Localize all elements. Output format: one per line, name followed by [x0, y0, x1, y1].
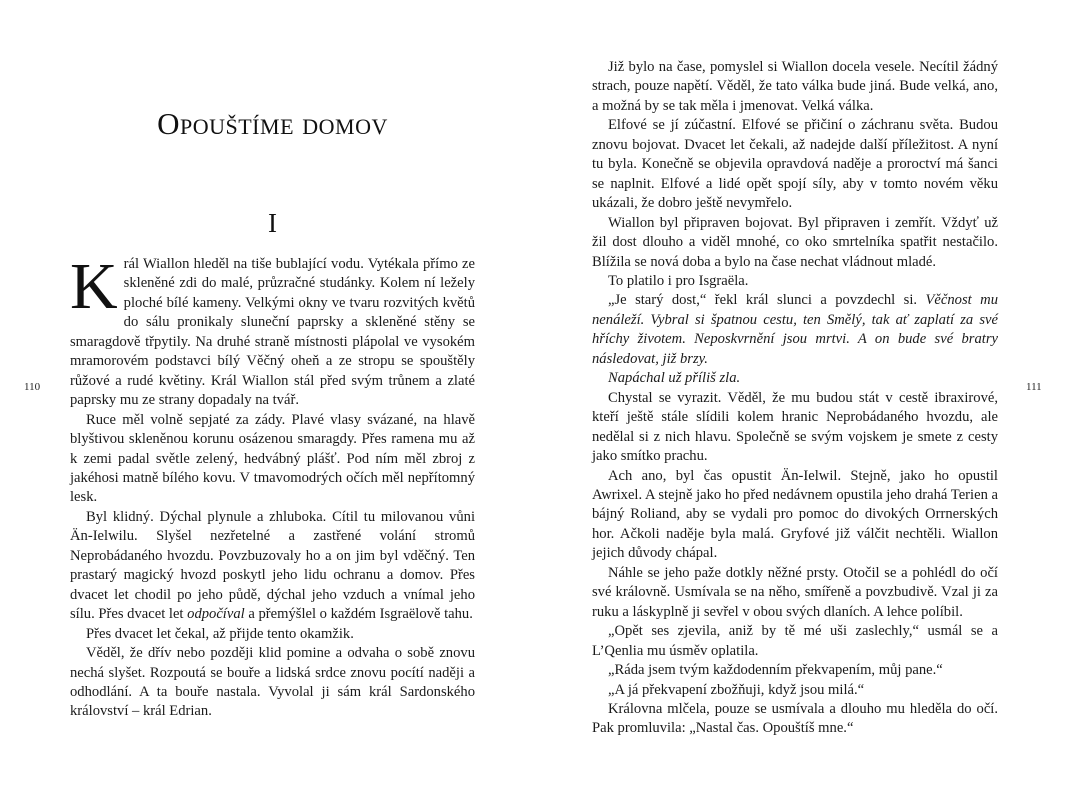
right-page-body — [592, 58, 998, 739]
paragraph: To platilo i pro Isgraëla. — [608, 272, 749, 289]
paragraph — [70, 250, 475, 411]
paragraph: Náhle se jeho paže dotkly něžné prsty. Otočil se a pohlédl do očí své královně. Usmívala se na něho, smířeně a povzbudivě. Vzal ji za ruku a láskyplně ji sevřel v obou svých dlaních. A lehce políbil. — [592, 564, 998, 620]
paragraph: Přes dvacet let čekal, až přijde tento okamžik. — [86, 625, 354, 642]
paragraph-text: Byl klidný. Dýchal plynule a zhluboka. Cítil tu milovanou vůni Än-Ielwilu. Slyšel nezřetelné a zastřené volání stromů Neprobádaného hvozdu. Povzbuzovaly ho a on jim byl vděčný. Ten prastarý magický hvozd poskytl jeho lidu ochranu a domov. Přes dvacet let chodil po jeho půdě, dýchal jeho vzduch a vnímal jeho sílu. Přes dvacet let — [70, 508, 475, 623]
paragraph — [70, 508, 475, 625]
drop-cap: K — [70, 250, 118, 323]
paragraph: Elfové se jí zúčastní. Elfové se přičiní o záchranu světa. Budou znovu bojovat. Dvacet let čekali, až nadejde další příležitost. A nyní tu byla. Konečně se objevila opravdová naděje a proroctví má šanci se naplnit. Elfové a lidé opět spojí síly, aby v tomto novém věku ukázali, že dobro ještě nevymřelo. — [592, 117, 998, 212]
page-number-left: 110 — [24, 381, 41, 393]
paragraph: Královna mlčela, pouze se usmívala a dlouho mu hleděla do očí. Pak promluvila: „Nastal čas. Opouštíš mne.“ — [592, 700, 998, 737]
paragraph: Věděl, že dřív nebo později klid pomine a odvaha o sobě znovu nechá slyšet. Rozpoutá se bouře a lidská srdce znovu pocítí naději a odhodlání. A ta bouře nastala. Vyvolal ji sám král Sardonského království – král Edrian. — [70, 645, 475, 720]
italic-text: odpočíval — [187, 606, 245, 623]
italic-text: Napáchal už příliš zla. — [608, 370, 741, 387]
paragraph: „Opět ses zjevila, aniž by tě mé uši zaslechly,“ usmál se a L’Qenlia mu úsměv oplatila. — [592, 623, 998, 659]
left-page-body — [70, 250, 475, 722]
paragraph: „A já překvapení zbožňuji, když jsou milá.“ — [608, 681, 865, 698]
paragraph-text: a přemýšlel o každém Isgraëlově tahu. — [244, 606, 473, 623]
paragraph: Již bylo na čase, pomyslel si Wiallon docela vesele. Necítil žádný strach, pouze napětí. Věděl, že tato válka bude jiná. Bude velká, ano, a možná by se tak měla i jmenovat. Velká válka. — [592, 59, 998, 114]
paragraph — [592, 291, 998, 369]
paragraph: „Ráda jsem tvým každodenním překvapením, můj pane.“ — [608, 662, 943, 679]
paragraph — [592, 369, 998, 388]
paragraph: Chystal se vyrazit. Věděl, že mu budou stát v cestě ibraxirové, kteří ještě stále slídili kolem hranic Neprobádaného hvozdu, ale nedělal si z nich hlavu. Společně se svým vojskem je smete z cesty jako smítko prachu. — [592, 389, 998, 465]
italic-text: Věčnost mu nenáleží. Vybral si špatnou cestu, ten Smělý, tak ať zaplatí za své hříchy životem. Neposkvrnění jsou mrtvi. A on bude své bratry následovat, již brzy. — [592, 292, 998, 367]
paragraph-text: rál Wiallon hleděl na tiše bublající vodu. Vytékala přímo ze skleněné zdi do malé, průzračné studánky. Kolem ní ležely ploché bílé kameny. Velkými okny ve tvaru rozvitých květů do sálu pronikaly sluneční paprsky a skleněné stěny se smaragdově třpytily. Na druhé straně místnosti plápolal ve vysokém mramorovém podstavci bílý Věčný oheň a ze stropu se spouštěly růžové a rudé květiny. Král Wiallon stál před svým trůnem a zlaté paprsky mu ze strany dopadaly na tvář. — [70, 256, 475, 409]
paragraph-text: „Je starý dost,“ řekl král slunci a povzdechl si. — [608, 292, 926, 309]
paragraph: Wiallon byl připraven bojovat. Byl připraven i zemřít. Vždyť už žil dost dlouho a viděl mnohé, co oko smrtelníka spatřit nestačilo. Blížila se nová doba a bylo na čase nechat vládnout mladé. — [592, 214, 998, 270]
paragraph: Ach ano, byl čas opustit Än-Ielwil. Stejně, jako ho opustil Awrixel. A stejně jako ho před nedávnem opustila jeho drahá Terien a bájný Roliand, aby se vydali pro pomoc do divokých Orrnerských hor. Ačkoli naděje byla malá. Gryfové již válčit nechtěli. Wiallon jejich důvody chápal. — [592, 467, 998, 562]
left-page — [0, 0, 533, 800]
right-page — [533, 0, 1067, 800]
paragraph: Ruce měl volně sepjaté za zády. Plavé vlasy svázané, na hlavě blyštivou skleněnou korunu osázenou smaragdy. Přes ramena mu až k zemi padal světle zelený, hedvábný plášť. Pod ním měl zbroj z jakéhosi matně bílého kovu. V tmavomodrých očích měl nepřítomný lesk. — [70, 411, 475, 506]
section-number: I — [268, 208, 277, 238]
chapter-title: Opouštíme domov — [157, 106, 388, 141]
page-number-right: 111 — [1026, 381, 1042, 393]
